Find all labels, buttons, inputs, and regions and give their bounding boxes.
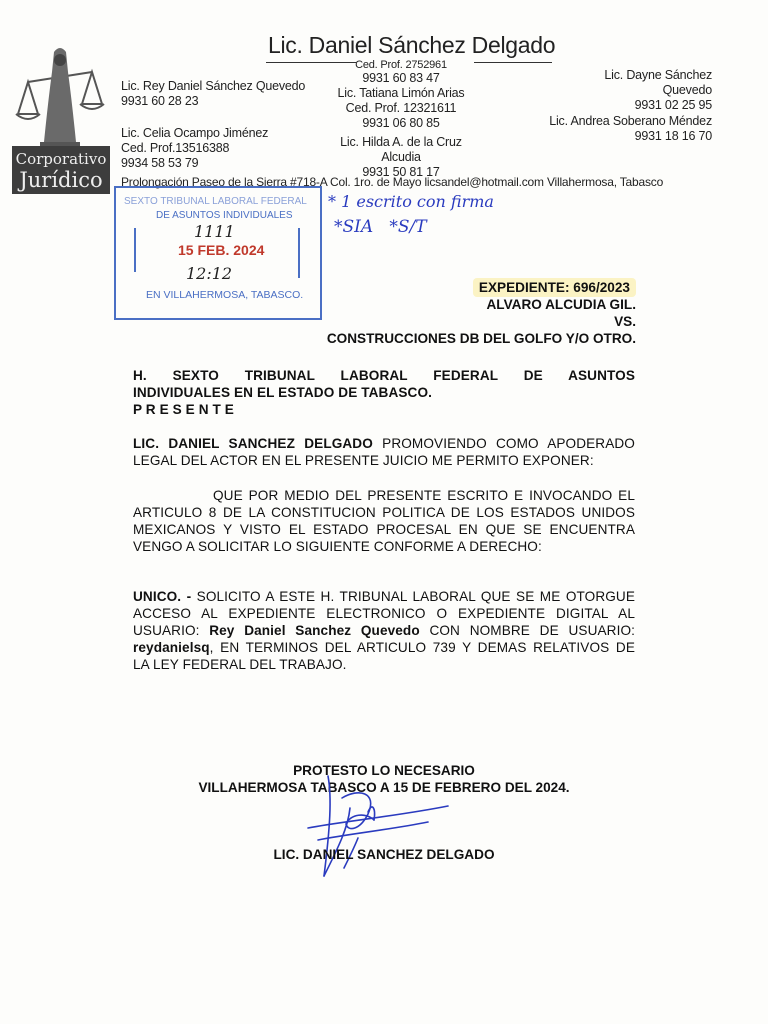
- user-full-name: Rey Daniel Sanchez Quevedo: [209, 623, 420, 638]
- address-line: Prolongación Paseo de la Sierra #718-A Col. 1ro. de Mayo licsandel@hotmail.com Villahermosa, Tabasco: [121, 175, 664, 189]
- firm-logo: [10, 42, 110, 194]
- lawyer-left-1: [121, 79, 305, 109]
- protesto: PROTESTO LO NECESARIO: [293, 763, 475, 778]
- petition-line-4: VENGO A SOLICITAR LO SIGUIENTE CONFORME A DERECHO:: [133, 539, 542, 554]
- unico-label: UNICO. -: [133, 589, 192, 604]
- expediente-number: EXPEDIENTE: 696/2023: [473, 278, 636, 297]
- lawyer-name: Lic. Tatiana Limón Arias: [337, 86, 465, 100]
- handwritten-note-1: * 1 escrito con firma: [328, 192, 494, 211]
- lawyer-phone: 9934 58 53 79: [121, 156, 199, 170]
- petition-line-2: ARTICULO 8 DE LA CONSTITUCION POLITICA DE LOS ESTADOS UNIDOS: [133, 505, 635, 520]
- stamp-time: 12:12: [186, 264, 233, 283]
- lawyer-right-2: [540, 114, 712, 144]
- lawyer-name: Lic. Rey Daniel Sánchez Quevedo: [121, 79, 306, 93]
- lawyer-cedula: Ced. Prof.13516388: [121, 141, 230, 155]
- stamp-number: 1111: [194, 222, 235, 241]
- phone: 9931 60 83 47: [362, 71, 440, 85]
- lawyer-phone: 9931 02 25 95: [634, 98, 712, 112]
- addressee-line-1: H. SEXTO TRIBUNAL LABORAL FEDERAL DE ASUNTOS: [133, 368, 635, 383]
- handwritten-signature: [288, 768, 468, 883]
- unico-line-5: LA LEY FEDERAL DEL TRABAJO.: [133, 657, 347, 672]
- username: reydanielsq: [133, 640, 210, 655]
- lawyer-phone: 9931 60 28 23: [121, 94, 199, 108]
- unico-text: SOLICITO A ESTE H. TRIBUNAL LABORAL QUE SE ME OTORGUE: [191, 589, 635, 604]
- unico-paragraph: [133, 588, 635, 673]
- case-actor: ALVARO ALCUDIA GIL.: [486, 297, 636, 312]
- case-defendant: CONSTRUCCIONES DB DEL GOLFO Y/O OTRO.: [326, 331, 636, 346]
- petition-paragraph: [133, 487, 635, 555]
- lawyer-name: Lic. Celia Ocampo Jiménez: [121, 126, 269, 140]
- stamp-left-bar: [134, 228, 136, 272]
- lawyer-phone: 9931 18 16 70: [634, 129, 712, 143]
- intro-line-2: LEGAL DEL ACTOR EN EL PRESENTE JUICIO ME PERMITO EXPONER:: [133, 453, 594, 468]
- petition-line-1: QUE POR MEDIO DEL PRESENTE ESCRITO E INVOCANDO EL: [213, 488, 635, 503]
- cedula: Ced. Prof. 2752961: [355, 59, 447, 71]
- stamp-date: 15 FEB. 2024: [178, 242, 265, 258]
- unico-user-prefix: USUARIO:: [133, 623, 210, 638]
- lawyer-name: Lic. Dayne Sánchez Quevedo: [604, 68, 712, 97]
- addressee-line-3: P R E S E N T E: [133, 402, 234, 417]
- handwritten-note-2: *SIA *S/T: [334, 217, 427, 237]
- unico-user-suffix: CON NOMBRE DE USUARIO:: [419, 623, 635, 638]
- lawyer-name: Lic. Hilda A. de la Cruz Alcudia: [340, 135, 462, 164]
- stamp-line-2: DE ASUNTOS INDIVIDUALES: [156, 210, 293, 221]
- logo-text-juridico: Jurídico: [19, 168, 103, 192]
- lawyer-name-bold: LIC. DANIEL SANCHEZ DELGADO: [133, 436, 373, 451]
- addressee-line-2: INDIVIDUALES EN EL ESTADO DE TABASCO.: [133, 385, 433, 400]
- lawyer-name: Lic. Andrea Soberano Méndez: [549, 114, 712, 128]
- firm-name: Lic. Daniel Sánchez Delgado: [268, 32, 556, 58]
- lawyer-left-2: [121, 126, 268, 171]
- intro-text: PROMOVIENDO COMO APODERADO: [372, 436, 635, 451]
- petition-line-3: MEXICANOS Y VISTO EL ESTADO PROCESAL EN QUE SE ENCUENTRA: [133, 522, 635, 537]
- firm-name-rule-right: [474, 62, 552, 63]
- logo-plate: [12, 146, 110, 194]
- case-vs: VS.: [614, 314, 636, 329]
- justice-statue-icon: [10, 42, 110, 154]
- lawyer-center: [330, 59, 472, 180]
- addressee-block: [133, 367, 635, 418]
- signer-name: LIC. DANIEL SANCHEZ DELGADO: [273, 847, 495, 862]
- stamp-place: EN VILLAHERMOSA, TABASCO.: [146, 289, 304, 301]
- unico-line-2: ACCESO AL EXPEDIENTE ELECTRONICO O EXPEDIENTE DIGITAL AL: [133, 606, 635, 621]
- place-date: VILLAHERMOSA TABASCO A 15 DE FEBRERO DEL 2024.: [198, 780, 570, 795]
- phone: 9931 50 81 17: [362, 165, 440, 179]
- case-reference: [286, 279, 636, 347]
- intro-paragraph: [133, 435, 635, 469]
- logo-text-corporativo: Corporativo: [15, 150, 107, 168]
- unico-terms: , EN TERMINOS DEL ARTICULO 739 Y DEMAS RELATIVOS DE: [209, 640, 635, 655]
- stamp-line-1: SEXTO TRIBUNAL LABORAL FEDERAL: [124, 196, 307, 207]
- phone: 9931 06 80 85: [362, 116, 440, 130]
- stamp-right-bar: [298, 228, 300, 278]
- lawyer-right-1: [556, 68, 712, 113]
- cedula: Ced. Prof. 12321611: [345, 101, 457, 115]
